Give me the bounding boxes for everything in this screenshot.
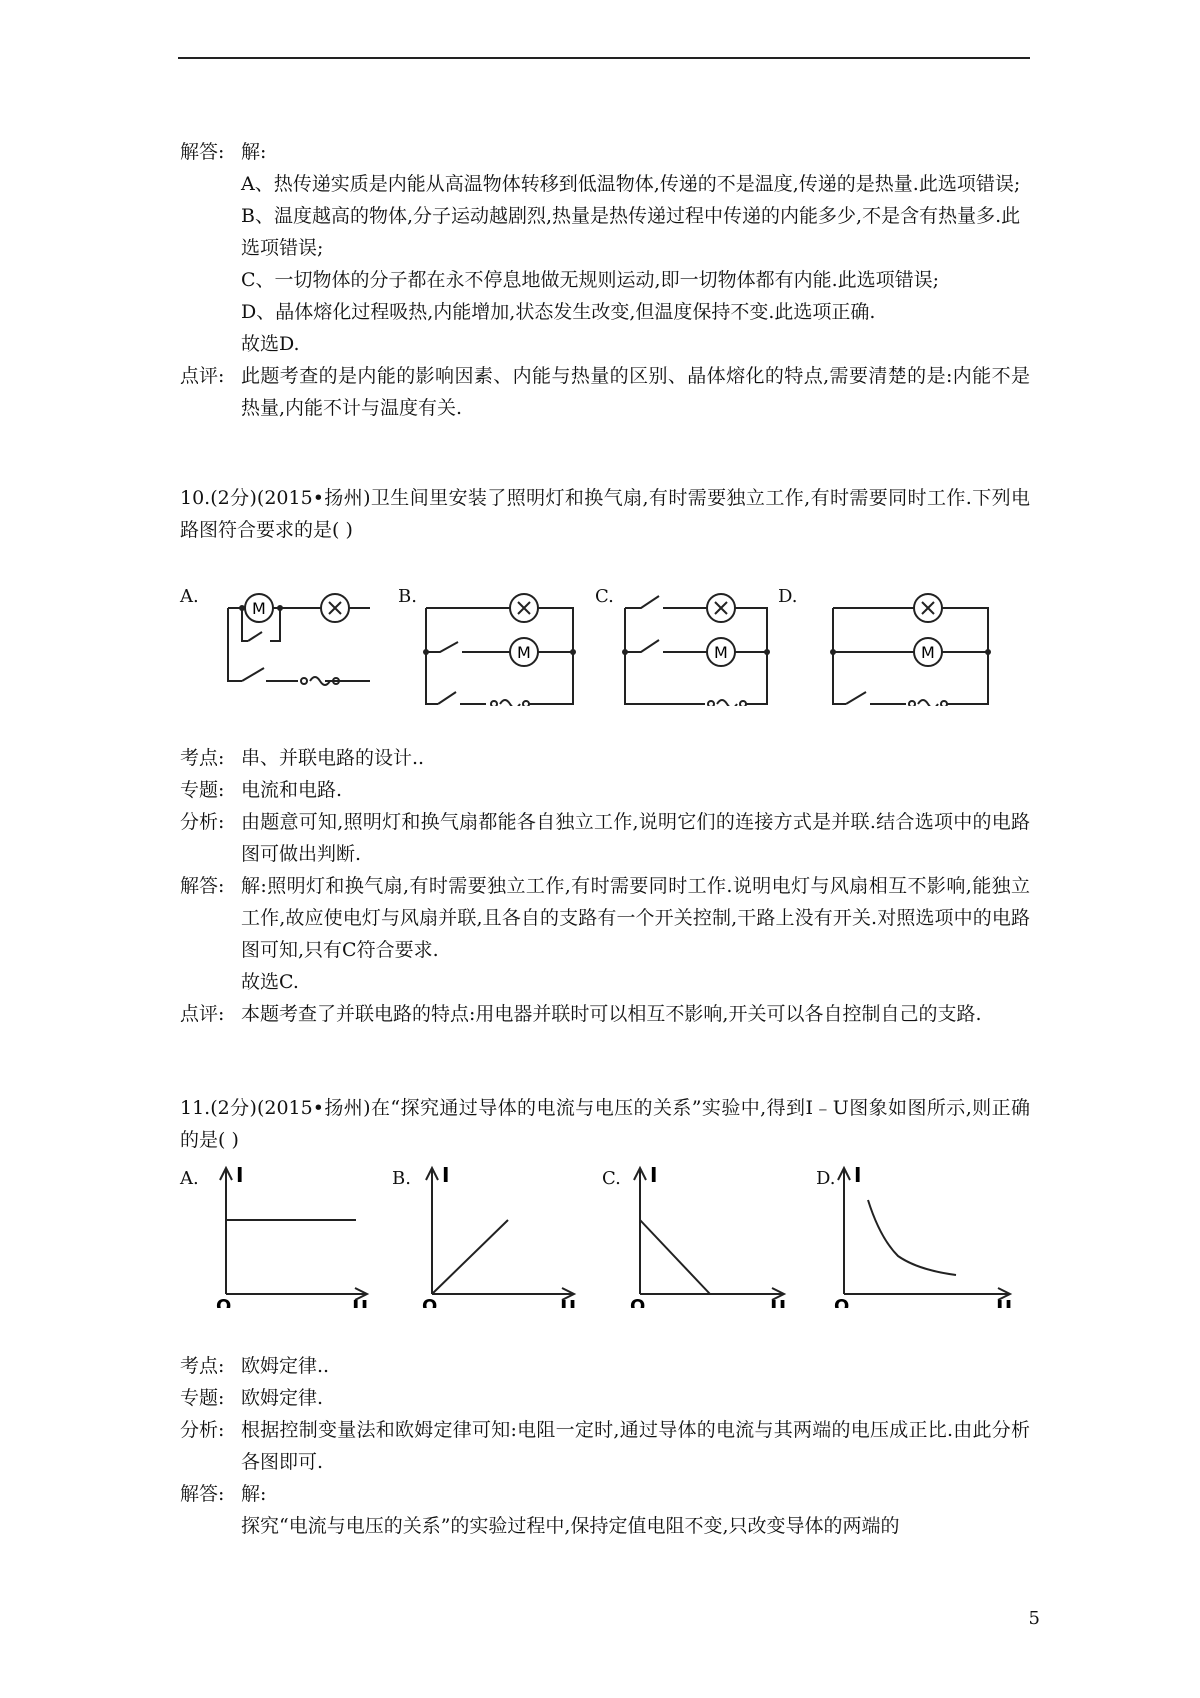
q10-circuit-c xyxy=(595,586,795,706)
q11-graph-c-curve xyxy=(640,1220,710,1294)
q11-graph-d-xlabel: U xyxy=(996,1296,1013,1308)
q10-answer-conclusion: 故选C. xyxy=(241,971,299,993)
q11-graph-d xyxy=(816,1158,1026,1308)
q11-zhuanti: 欧姆定律. xyxy=(241,1387,324,1409)
q10-fenxi-label: 分析: xyxy=(180,811,225,833)
q11-kaodian-label: 考点: xyxy=(180,1355,225,1377)
q11-answer-label: 解答: xyxy=(180,1483,225,1505)
q11-graph-d-curve xyxy=(868,1200,956,1275)
q9-answer-line-c: C、一切物体的分子都在永不停息地做无规则运动,即一切物体都有内能.此选项错误; xyxy=(241,269,940,291)
q10-zhuanti-row xyxy=(180,774,1030,806)
q10-circuit-a-motor: M xyxy=(252,599,266,618)
q10-option-d xyxy=(778,586,1008,710)
q11-zhuanti-row xyxy=(180,1382,1030,1414)
q9-comment: 此题考查的是内能的影响因素、内能与热量的区别、晶体熔化的特点,需要清楚的是:内能不是热量,内能不计与温度有关. xyxy=(241,365,1030,419)
q11-graph-d-ylabel: I xyxy=(854,1163,862,1187)
q11-graph-a-xlabel: U xyxy=(352,1296,369,1308)
q10-fenxi: 由题意可知,照明灯和换气扇都能各自独立工作,说明它们的连接方式是并联.结合选项中的电路图可做出判断. xyxy=(241,811,1030,865)
q11-answer-row xyxy=(180,1478,1030,1510)
q10-answer: 解:照明灯和换气扇,有时需要独立工作,有时需要同时工作.说明电灯与风扇相互不影响,能独立工作,故应使电灯与风扇并联,且各自的支路有一个开关控制,干路上没有开关.对照选项中的电路图可知,只有C符合要求. xyxy=(241,875,1030,961)
q10-circuit-b-motor: M xyxy=(517,643,531,662)
q10-kaodian-label: 考点: xyxy=(180,747,225,769)
q11-option-d xyxy=(816,1158,1026,1312)
q10-option-c xyxy=(595,586,795,710)
q9-answer-line-b: B、温度越高的物体,分子运动越剧烈,热量是热传递过程中传递的内能多少,不是含有热量多.此选项错误; xyxy=(241,205,1021,259)
q9-solution xyxy=(180,136,1030,424)
q10-option-d-label: D. xyxy=(778,586,798,607)
q10-circuit-d xyxy=(778,586,1008,706)
q9-comment-row xyxy=(180,360,1030,424)
q9-answer-line-a: A、热传递实质是内能从高温物体转移到低温物体,传递的不是温度,传递的是热量.此选项错误; xyxy=(241,173,1021,195)
q10-solution xyxy=(180,742,1030,1030)
q11-kaodian: 欧姆定律.. xyxy=(241,1355,330,1377)
q10-comment-label: 点评: xyxy=(180,1003,225,1025)
q11-option-b xyxy=(392,1158,592,1312)
q9-answer-conclusion: 故选D. xyxy=(241,333,300,355)
q11-graph-a xyxy=(180,1158,380,1308)
q11-fenxi: 根据控制变量法和欧姆定律可知:电阻一定时,通过导体的电流与其两端的电压成正比.由此分析各图即可. xyxy=(241,1419,1030,1473)
q11-graph-c-ylabel: I xyxy=(650,1163,658,1187)
q11-option-b-label: B. xyxy=(392,1168,411,1189)
q11-answer-line: 探究“电流与电压的关系”的实验过程中,保持定值电阻不变,只改变导体的两端的 xyxy=(241,1515,900,1537)
q10-option-b xyxy=(398,586,598,710)
q9-answer-row xyxy=(180,136,1030,168)
q11-fenxi-label: 分析: xyxy=(180,1419,225,1441)
q11-graph-b-xlabel: U xyxy=(560,1296,577,1308)
q11-graph-b-ylabel: I xyxy=(442,1163,450,1187)
q10-circuit-a xyxy=(180,586,370,706)
q10-answer-label: 解答: xyxy=(180,875,225,897)
q11-option-c-label: C. xyxy=(602,1168,621,1189)
q10-zhuanti: 电流和电路. xyxy=(241,779,343,801)
q10-option-b-label: B. xyxy=(398,586,417,607)
q10-answer-row xyxy=(180,870,1030,966)
q10-circuit-b xyxy=(398,586,598,706)
q11-graph-b-curve xyxy=(432,1220,508,1294)
q11-answer-lead: 解: xyxy=(241,1483,267,1505)
q11-zhuanti-label: 专题: xyxy=(180,1387,225,1409)
q11-graph-b-origin: O xyxy=(422,1296,438,1308)
q11-question: 11.(2分)(2015•扬州)在“探究通过导体的电流与电压的关系”实验中,得到I﹣U图象如图所示,则正确的是( ) xyxy=(180,1097,1030,1151)
page-number: 5 xyxy=(1028,1608,1040,1629)
q9-comment-label: 点评: xyxy=(180,365,225,387)
q9-answer-line-d: D、晶体熔化过程吸热,内能增加,状态发生改变,但温度保持不变.此选项正确. xyxy=(241,301,876,323)
q9-answer-lead: 解: xyxy=(241,141,267,163)
q11-graph-b xyxy=(392,1158,592,1308)
q11-graph-c-xlabel: U xyxy=(770,1296,787,1308)
q11-solution xyxy=(180,1350,1030,1542)
q10-kaodian-row xyxy=(180,742,1030,774)
q11-graph-d-origin: O xyxy=(834,1296,850,1308)
q10-fenxi-row xyxy=(180,806,1030,870)
q11-graph-a-ylabel: I xyxy=(236,1163,244,1187)
q10-comment: 本题考查了并联电路的特点:用电器并联时可以相互不影响,开关可以各自控制自己的支路. xyxy=(241,1003,982,1025)
q10-kaodian: 串、并联电路的设计.. xyxy=(241,747,425,769)
q11-graph-c xyxy=(602,1158,802,1308)
q10-option-a xyxy=(180,586,370,710)
q10-circuit-c-motor: M xyxy=(714,643,728,662)
q10-zhuanti-label: 专题: xyxy=(180,779,225,801)
q10-question: 10.(2分)(2015•扬州)卫生间里安装了照明灯和换气扇,有时需要独立工作,有时需要同时工作.下列电路图符合要求的是( ) xyxy=(180,487,1030,541)
q10-comment-row xyxy=(180,998,1030,1030)
header-rule xyxy=(178,57,1030,59)
q11-kaodian-row xyxy=(180,1350,1030,1382)
q11-option-d-label: D. xyxy=(816,1168,836,1189)
q10-circuit-d-motor: M xyxy=(921,643,935,662)
q11-option-c xyxy=(602,1158,802,1312)
q10-option-a-label: A. xyxy=(180,586,199,607)
q9-answer-label: 解答: xyxy=(180,141,225,163)
q11-option-a-label: A. xyxy=(180,1168,199,1189)
q11-graph-a-origin: O xyxy=(216,1296,232,1308)
q11-option-a xyxy=(180,1158,380,1312)
q11-graph-c-origin: O xyxy=(630,1296,646,1308)
q11-fenxi-row xyxy=(180,1414,1030,1478)
q10-option-c-label: C. xyxy=(595,586,614,607)
